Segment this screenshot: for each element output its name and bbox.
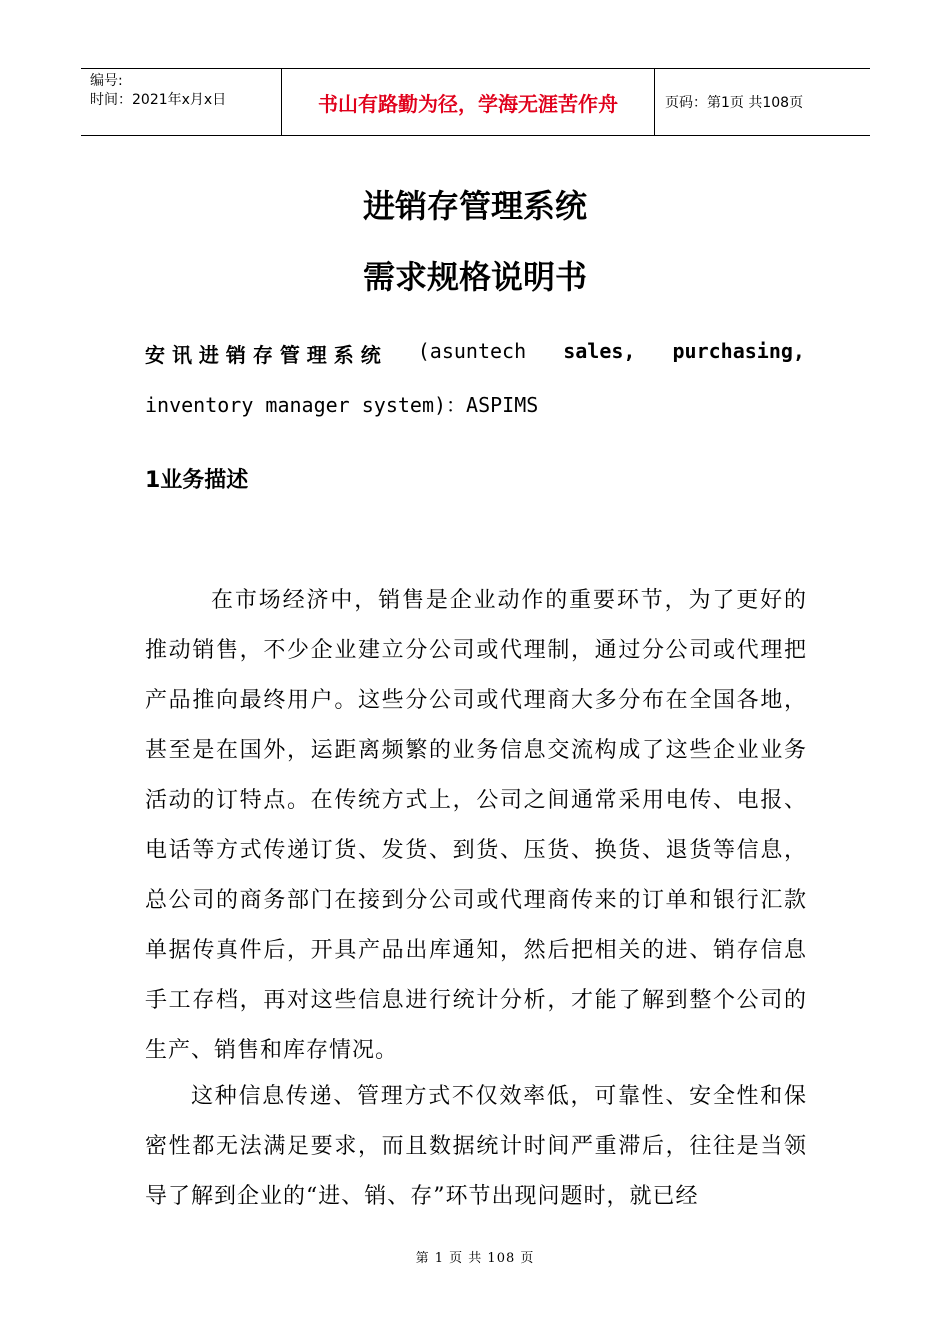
- paragraph: 这种信息传递、管理方式不仅效率低，可靠性、安全性和保密性都无法满足要求，而且数据统计时间严重滞后，往往是当领导了解到企业的“进、销、存”环节出现问题时，就已经: [145, 1084, 807, 1209]
- page-info: 页码：第1页 共108页: [665, 95, 804, 111]
- system-name-cn: 安 讯 进 销 存 管 理 系 统: [145, 343, 381, 367]
- header-page-cell: [655, 69, 870, 135]
- system-name-line1: [145, 339, 805, 368]
- serial-label: 编号:: [90, 73, 123, 89]
- system-name-line2: inventory manager system)：ASPIMS: [145, 393, 539, 417]
- header-left-cell: [81, 69, 282, 135]
- time-label: 时间：2021年x月x日: [90, 92, 227, 108]
- paragraph: 在市场经济中，销售是企业动作的重要环节，为了更好的推动销售，不少企业建立分公司或代理制，通过分公司或代理把产品推向最终用户。这些分公司或代理商大多分布在全国各地，甚至是在国外，运距离频繁的业务信息交流构成了这些企业业务活动的订特点。在传统方式上，公司之间通常采用电传、电报、电话等方式传递订货、发货、到货、压货、换货、退货等信息，总公司的商务部门在接到分公司或代理商传来的订单和银行汇款单据传真件后，开具产品出库通知，然后把相关的进、销存信息手工存档，再对这些信息进行统计分析，才能了解到整个公司的生产、销售和库存情况。: [145, 588, 807, 1063]
- system-name-en-1: (asuntech: [417, 339, 527, 363]
- document-subtitle: 需求规格说明书: [362, 258, 587, 296]
- motto-text: 书山有路勤为径，学海无涯苦作舟: [318, 91, 618, 116]
- system-name-en-2: sales,: [563, 339, 636, 363]
- system-name-en-3: purchasing,: [672, 339, 805, 363]
- page-header: [81, 68, 870, 136]
- section-heading: 1业务描述: [145, 468, 249, 493]
- page-footer: 第 1 页 共 108 页: [415, 1251, 535, 1266]
- document-title: 进销存管理系统: [362, 187, 587, 225]
- header-motto-cell: [282, 69, 655, 135]
